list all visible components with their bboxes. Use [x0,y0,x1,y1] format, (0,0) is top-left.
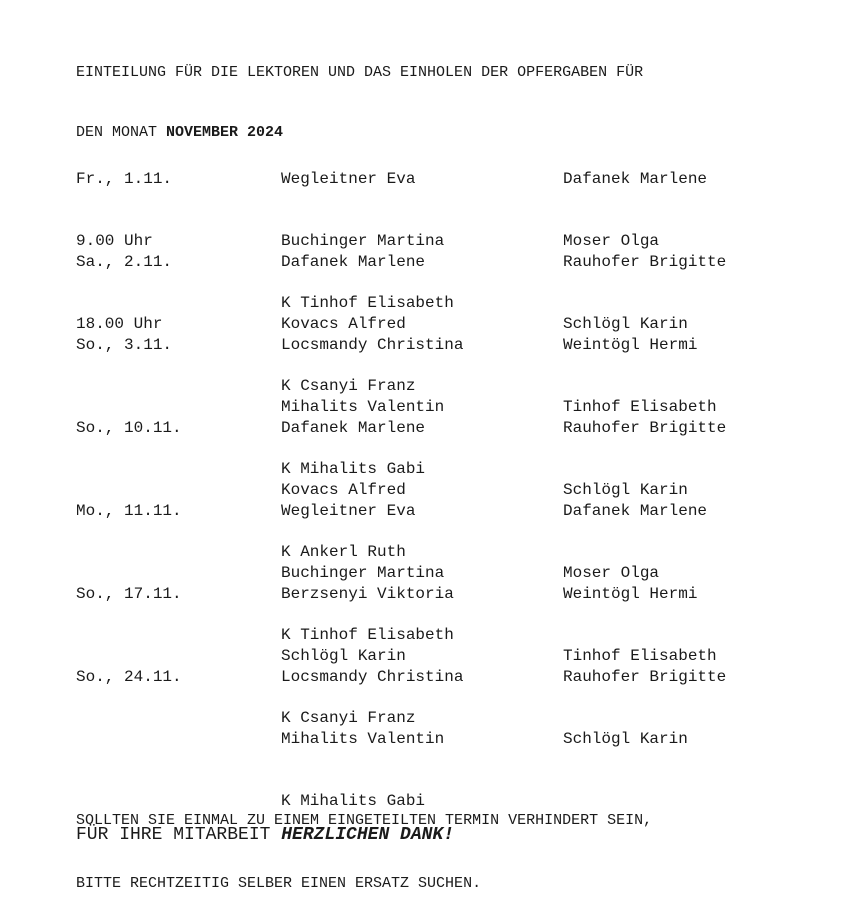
header-line-1: EINTEILUNG FÜR DIE LEKTOREN UND DAS EINHOLEN DER OPFERGABEN FÜR [76,64,644,81]
lektor-name: Schlögl Karin [281,646,406,665]
entry-date: Fr., 1.11. [76,169,173,188]
lektor-name: K Mihalits Gabi [281,792,426,811]
footer-line-1: SOLLTEN SIE EINMAL ZU EINEM EINGETEILTEN TERMIN VERHINDERT SEIN, [76,812,653,829]
lektor-name: Dafanek Marlene [281,418,426,437]
opfergaben-name: Schlögl Karin [563,729,688,748]
opfergaben-name: Rauhofer Brigitte [563,667,727,686]
entry-time: 18.00 Uhr [76,314,163,333]
footer-line-2: BITTE RECHTZEITIG SELBER EINEN ERSATZ SUCHEN. [76,875,482,892]
entry-date: Sa., 2.11. [76,252,173,271]
entry-date: So., 3.11. [76,335,173,354]
date-column [76,625,182,729]
header-line-2-prefix: DEN MONAT [76,124,167,141]
lektor-name: Buchinger Martina [281,563,445,582]
lektor-name: Berzsenyi Viktoria [281,584,454,603]
lektor-name: K Tinhof Elisabeth [281,294,454,313]
opfergaben-name: Dafanek Marlene [563,501,708,520]
lektor-name: Locsmandy Christina [281,335,464,354]
lektor-name: Mihalits Valentin [281,397,445,416]
lektor-name: Wegleitner Eva [281,501,416,520]
opfergaben-name: Moser Olga [563,231,660,250]
opfergaben-name: Dafanek Marlene [563,169,708,188]
entry-time: 9.00 Uhr [76,231,153,250]
opfergaben-name: Tinhof Elisabeth [563,646,717,665]
lektor-name: Buchinger Martina [281,231,445,250]
opfergaben-name: Tinhof Elisabeth [563,397,717,416]
opfergaben-name: Moser Olga [563,563,660,582]
opfergaben-name: Schlögl Karin [563,314,688,333]
lektor-name: Kovacs Alfred [281,480,406,499]
thanks-emphasis: HERZLICHEN DANK! [281,825,455,845]
opfergaben-name: Weintögl Hermi [563,584,698,603]
lektor-name: K Csanyi Franz [281,377,416,396]
lektor-name: Mihalits Valentin [281,729,445,748]
lektor-name: K Csanyi Franz [281,709,416,728]
lektor-name: Kovacs Alfred [281,314,406,333]
entry-date: Mo., 11.11. [76,501,182,520]
month-label: NOVEMBER 2024 [166,124,284,141]
lektor-name: K Tinhof Elisabeth [281,626,454,645]
entry-date: So., 10.11. [76,418,182,437]
opfergaben-name: Rauhofer Brigitte [563,252,727,271]
opfergaben-name: Weintögl Hermi [563,335,698,354]
lektor-name: Dafanek Marlene [281,252,426,271]
opfergaben-name: Rauhofer Brigitte [563,418,727,437]
lektor-name: Wegleitner Eva [281,169,416,188]
entry-date: So., 17.11. [76,584,182,603]
lektor-name: Locsmandy Christina [281,667,464,686]
opfergaben-name: Schlögl Karin [563,480,688,499]
entry-date: So., 24.11. [76,667,182,686]
lektor-name: K Mihalits Gabi [281,460,426,479]
thanks-line [76,824,454,846]
thanks-prefix: FÜR IHRE MITARBEIT [76,825,282,845]
lektor-name: K Ankerl Ruth [281,543,406,562]
opfergaben-column [563,625,726,791]
